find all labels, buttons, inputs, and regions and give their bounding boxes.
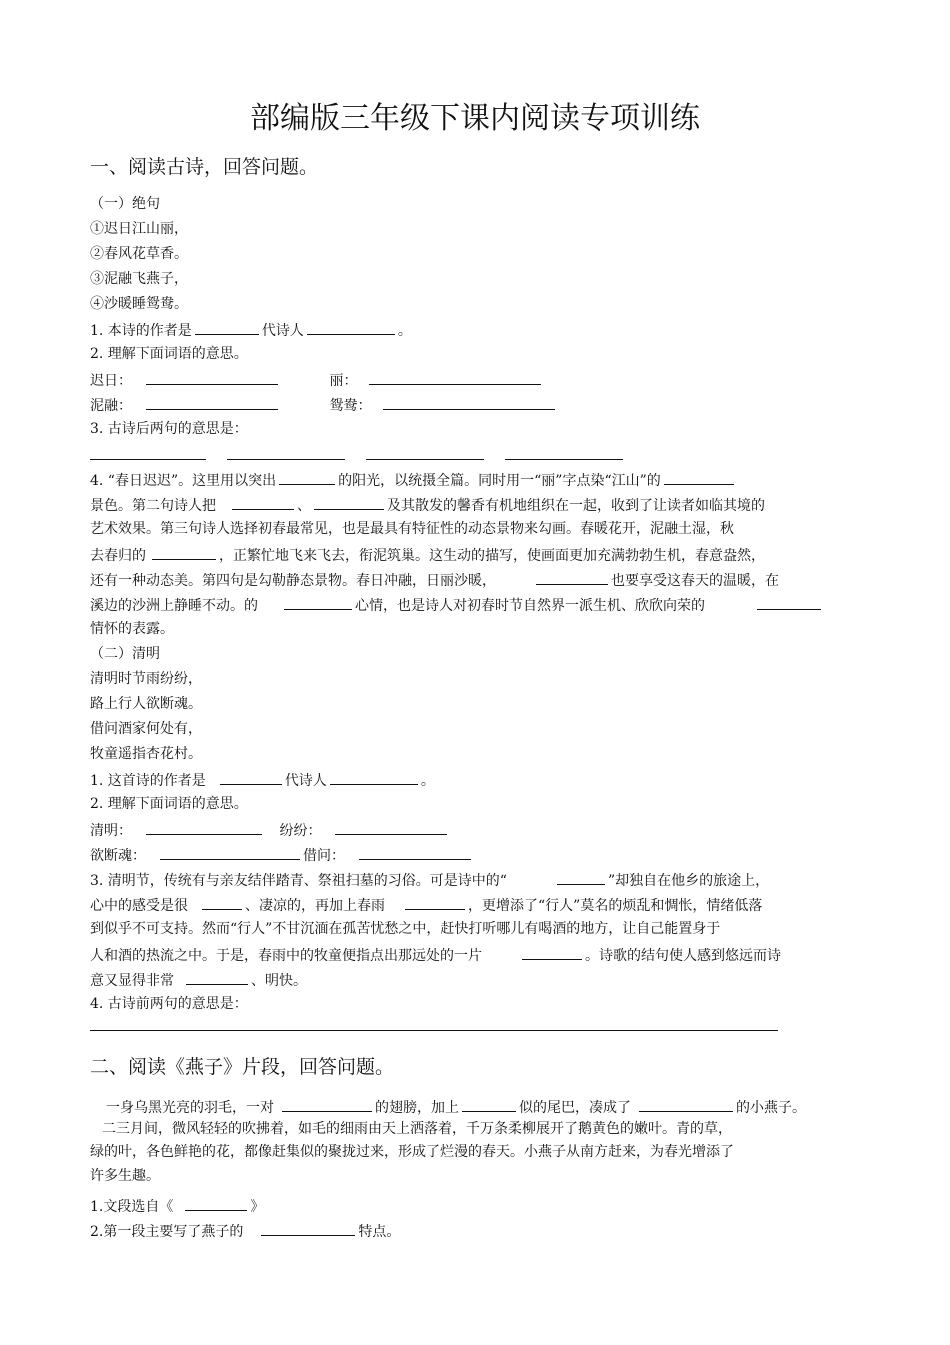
answer-blank[interactable] [146, 395, 278, 410]
word-label: 鸳鸯： [329, 398, 372, 414]
word-label: 泥融： [90, 398, 132, 414]
poem1-line-1: ①迟日江山丽， [90, 221, 188, 237]
question-text: 1. 这首诗的作者是 [90, 773, 206, 789]
answer-blank[interactable] [557, 870, 605, 885]
question-text: ”却独自在他乡的旅途上， [607, 873, 770, 889]
answer-blank[interactable] [185, 1196, 247, 1211]
word-label: 丽： [329, 373, 358, 389]
answer-blank[interactable] [664, 470, 734, 485]
answer-blank[interactable] [152, 545, 216, 560]
paragraph-line [106, 1097, 806, 1117]
poem1-question-1 [90, 320, 412, 340]
answer-blank[interactable] [757, 595, 821, 610]
paragraph-line: 绿的叶，各色鲜艳的花，都像赶集似的聚拢过来，形成了烂漫的春天。小燕子从南方赶来，为春光增添了 [90, 1144, 734, 1160]
poem2-line-2: 路上行人欲断魂。 [90, 696, 202, 712]
section2-heading: 二、阅读《燕子》片段，回答问题。 [90, 1056, 395, 1078]
paragraph-line [90, 895, 762, 915]
answer-blank[interactable] [220, 770, 282, 785]
question-text: 、凄凉的，再加上春雨 [245, 898, 385, 914]
paragraph-line [90, 970, 307, 990]
question-text: 2.第一段主要写了燕子的 [90, 1224, 244, 1240]
question-text: 似的尾巴，凑成了 [519, 1100, 631, 1116]
poem1-label: （一）绝句 [90, 196, 160, 212]
paragraph-line: 二三月间，微风轻轻的吹拂着，如毛的细雨由天上洒落着，千万条柔柳展开了鹅黄色的嫩叶。青的草， [102, 1121, 732, 1137]
question-text: 一身乌黑光亮的羽毛，一对 [106, 1100, 274, 1116]
paragraph-line [90, 570, 779, 590]
answer-line[interactable] [90, 1030, 778, 1031]
answer-blank[interactable] [186, 970, 248, 985]
answer-blank[interactable] [536, 570, 608, 585]
question-text: 的翅膀，加上 [375, 1100, 459, 1116]
poem2-question-3 [90, 870, 769, 890]
answer-row [90, 445, 626, 465]
question-text: ，更增添了“行人”莫名的烦乱和惆怅，情绪低落 [468, 898, 763, 914]
answer-blank[interactable] [261, 1221, 355, 1236]
answer-blank[interactable] [639, 1097, 733, 1112]
answer-blank[interactable] [366, 445, 484, 460]
answer-blank[interactable] [232, 495, 294, 510]
answer-blank[interactable] [90, 445, 206, 460]
answer-blank[interactable] [383, 395, 555, 410]
question-text: 代诗人 [284, 773, 327, 789]
page-title: 部编版三年级下课内阅读专项训练 [250, 101, 700, 136]
answer-blank[interactable] [405, 895, 465, 910]
poem2-line-1: 清明时节雨纷纷， [90, 671, 202, 687]
word-label: 借问： [303, 848, 345, 864]
answer-blank[interactable] [202, 895, 242, 910]
question-text: ，正繁忙地飞来飞去，衔泥筑巢。这生动的描写，使画面更加充满勃勃生机，春意盎然， [219, 548, 765, 564]
question-text: 代诗人 [261, 323, 304, 339]
question-text: 意又显得非常 [90, 973, 174, 989]
paragraph-line [90, 495, 765, 515]
paragraph-line: 到似乎不可支持。然而“行人”不甘沉湎在孤苦忧愁之中，赶快打听哪儿有喝酒的地方，让自己能置身于 [90, 921, 721, 937]
poem2-line-4: 牧童遥指杏花村。 [90, 746, 202, 762]
question-text: 还有一种动态美。第四句是勾勒静态景物。春日冲融，日丽沙暖， [90, 573, 496, 589]
answer-blank[interactable] [522, 945, 582, 960]
word-label: 迟日： [90, 373, 132, 389]
word-label: 清明： [90, 823, 132, 839]
poem1-question-4 [90, 470, 737, 490]
answer-blank[interactable] [160, 845, 300, 860]
question-text: 及其散发的馨香有机地组织在一起，收到了让读者如临其境的 [387, 498, 765, 514]
poem2-question-2: 2. 理解下面词语的意思。 [90, 796, 248, 812]
question-text: 1. 本诗的作者是 [90, 323, 192, 339]
answer-blank[interactable] [279, 470, 335, 485]
question-text: 。诗歌的结句使人感到悠远而诗 [585, 948, 781, 964]
paragraph-line: 情怀的表露。 [90, 621, 174, 637]
answer-blank[interactable] [195, 320, 259, 335]
answer-blank[interactable] [307, 320, 395, 335]
answer-blank[interactable] [359, 845, 471, 860]
answer-blank[interactable] [146, 370, 278, 385]
question-text: 的阳光，以统摄全篇。同时用一“丽”字点染“江山”的 [338, 473, 661, 489]
question-text: 1.文段选自《 [90, 1199, 174, 1215]
section1-heading: 一、阅读古诗，回答问题。 [90, 156, 319, 178]
poem1-line-2: ②春风花草香。 [90, 246, 188, 262]
poem1-line-4: ④沙暖睡鸳鸯。 [90, 296, 188, 312]
word-row [90, 820, 450, 840]
paragraph-line [90, 545, 765, 565]
section2-question-1 [90, 1196, 264, 1216]
question-text: 心情，也是诗人对初春时节自然界一派生机、欣欣向荣的 [355, 598, 705, 614]
question-text: 溪边的沙洲上静睡不动。的 [90, 598, 258, 614]
question-text: 的小燕子。 [736, 1100, 806, 1116]
poem1-question-3: 3. 古诗后两句的意思是： [90, 421, 248, 437]
question-text: 3. 清明节，传统有与亲友结伴踏青、祭祖扫墓的习俗。可是诗中的“ [90, 873, 507, 889]
poem1-question-2: 2. 理解下面词语的意思。 [90, 346, 248, 362]
answer-blank[interactable] [282, 1097, 372, 1112]
paragraph-line: 许多生趣。 [90, 1168, 160, 1184]
question-text: 。 [397, 323, 412, 339]
poem2-label: （二）清明 [90, 646, 160, 662]
question-text: 景色。第二句诗人把 [90, 498, 216, 514]
question-text: 去春归的 [90, 548, 146, 564]
question-text: 》 [250, 1199, 265, 1215]
answer-blank[interactable] [314, 495, 384, 510]
answer-blank[interactable] [505, 445, 623, 460]
word-row [90, 845, 474, 865]
question-text: 人和酒的热流之中。于是，春雨中的牧童便指点出那远处的一片 [90, 948, 482, 964]
answer-blank[interactable] [227, 445, 345, 460]
answer-blank[interactable] [369, 370, 541, 385]
poem2-line-3: 借问酒家何处有， [90, 721, 202, 737]
word-row [90, 370, 544, 390]
paragraph-line [90, 945, 781, 965]
paragraph-line: 艺术效果。第三句诗人选择初春最常见，也是最具有特征性的动态景物来勾画。春暖花开，泥融土湿，秋 [90, 521, 734, 537]
poem2-question-1 [90, 770, 435, 790]
poem1-line-3: ③泥融飞燕子， [90, 271, 188, 287]
answer-blank[interactable] [330, 770, 418, 785]
poem2-question-4: 4. 古诗前两句的意思是： [90, 996, 248, 1012]
paragraph-line [90, 595, 824, 615]
word-label: 欲断魂： [90, 848, 146, 864]
answer-blank[interactable] [335, 820, 447, 835]
word-row [90, 395, 558, 415]
question-text: 也要享受这春天的温暖，在 [611, 573, 779, 589]
question-text: 4. “春日迟迟”。这里用以突出 [90, 473, 277, 489]
answer-blank[interactable] [462, 1097, 516, 1112]
question-text: 心中的感受是很 [90, 898, 188, 914]
answer-blank[interactable] [146, 820, 262, 835]
question-text: 、明快。 [251, 973, 307, 989]
word-label: 纷纷： [279, 823, 322, 839]
question-text: 。 [420, 773, 435, 789]
question-text: 、 [297, 498, 311, 514]
answer-blank[interactable] [284, 595, 352, 610]
section2-question-2 [90, 1221, 400, 1241]
question-text: 特点。 [358, 1224, 401, 1240]
